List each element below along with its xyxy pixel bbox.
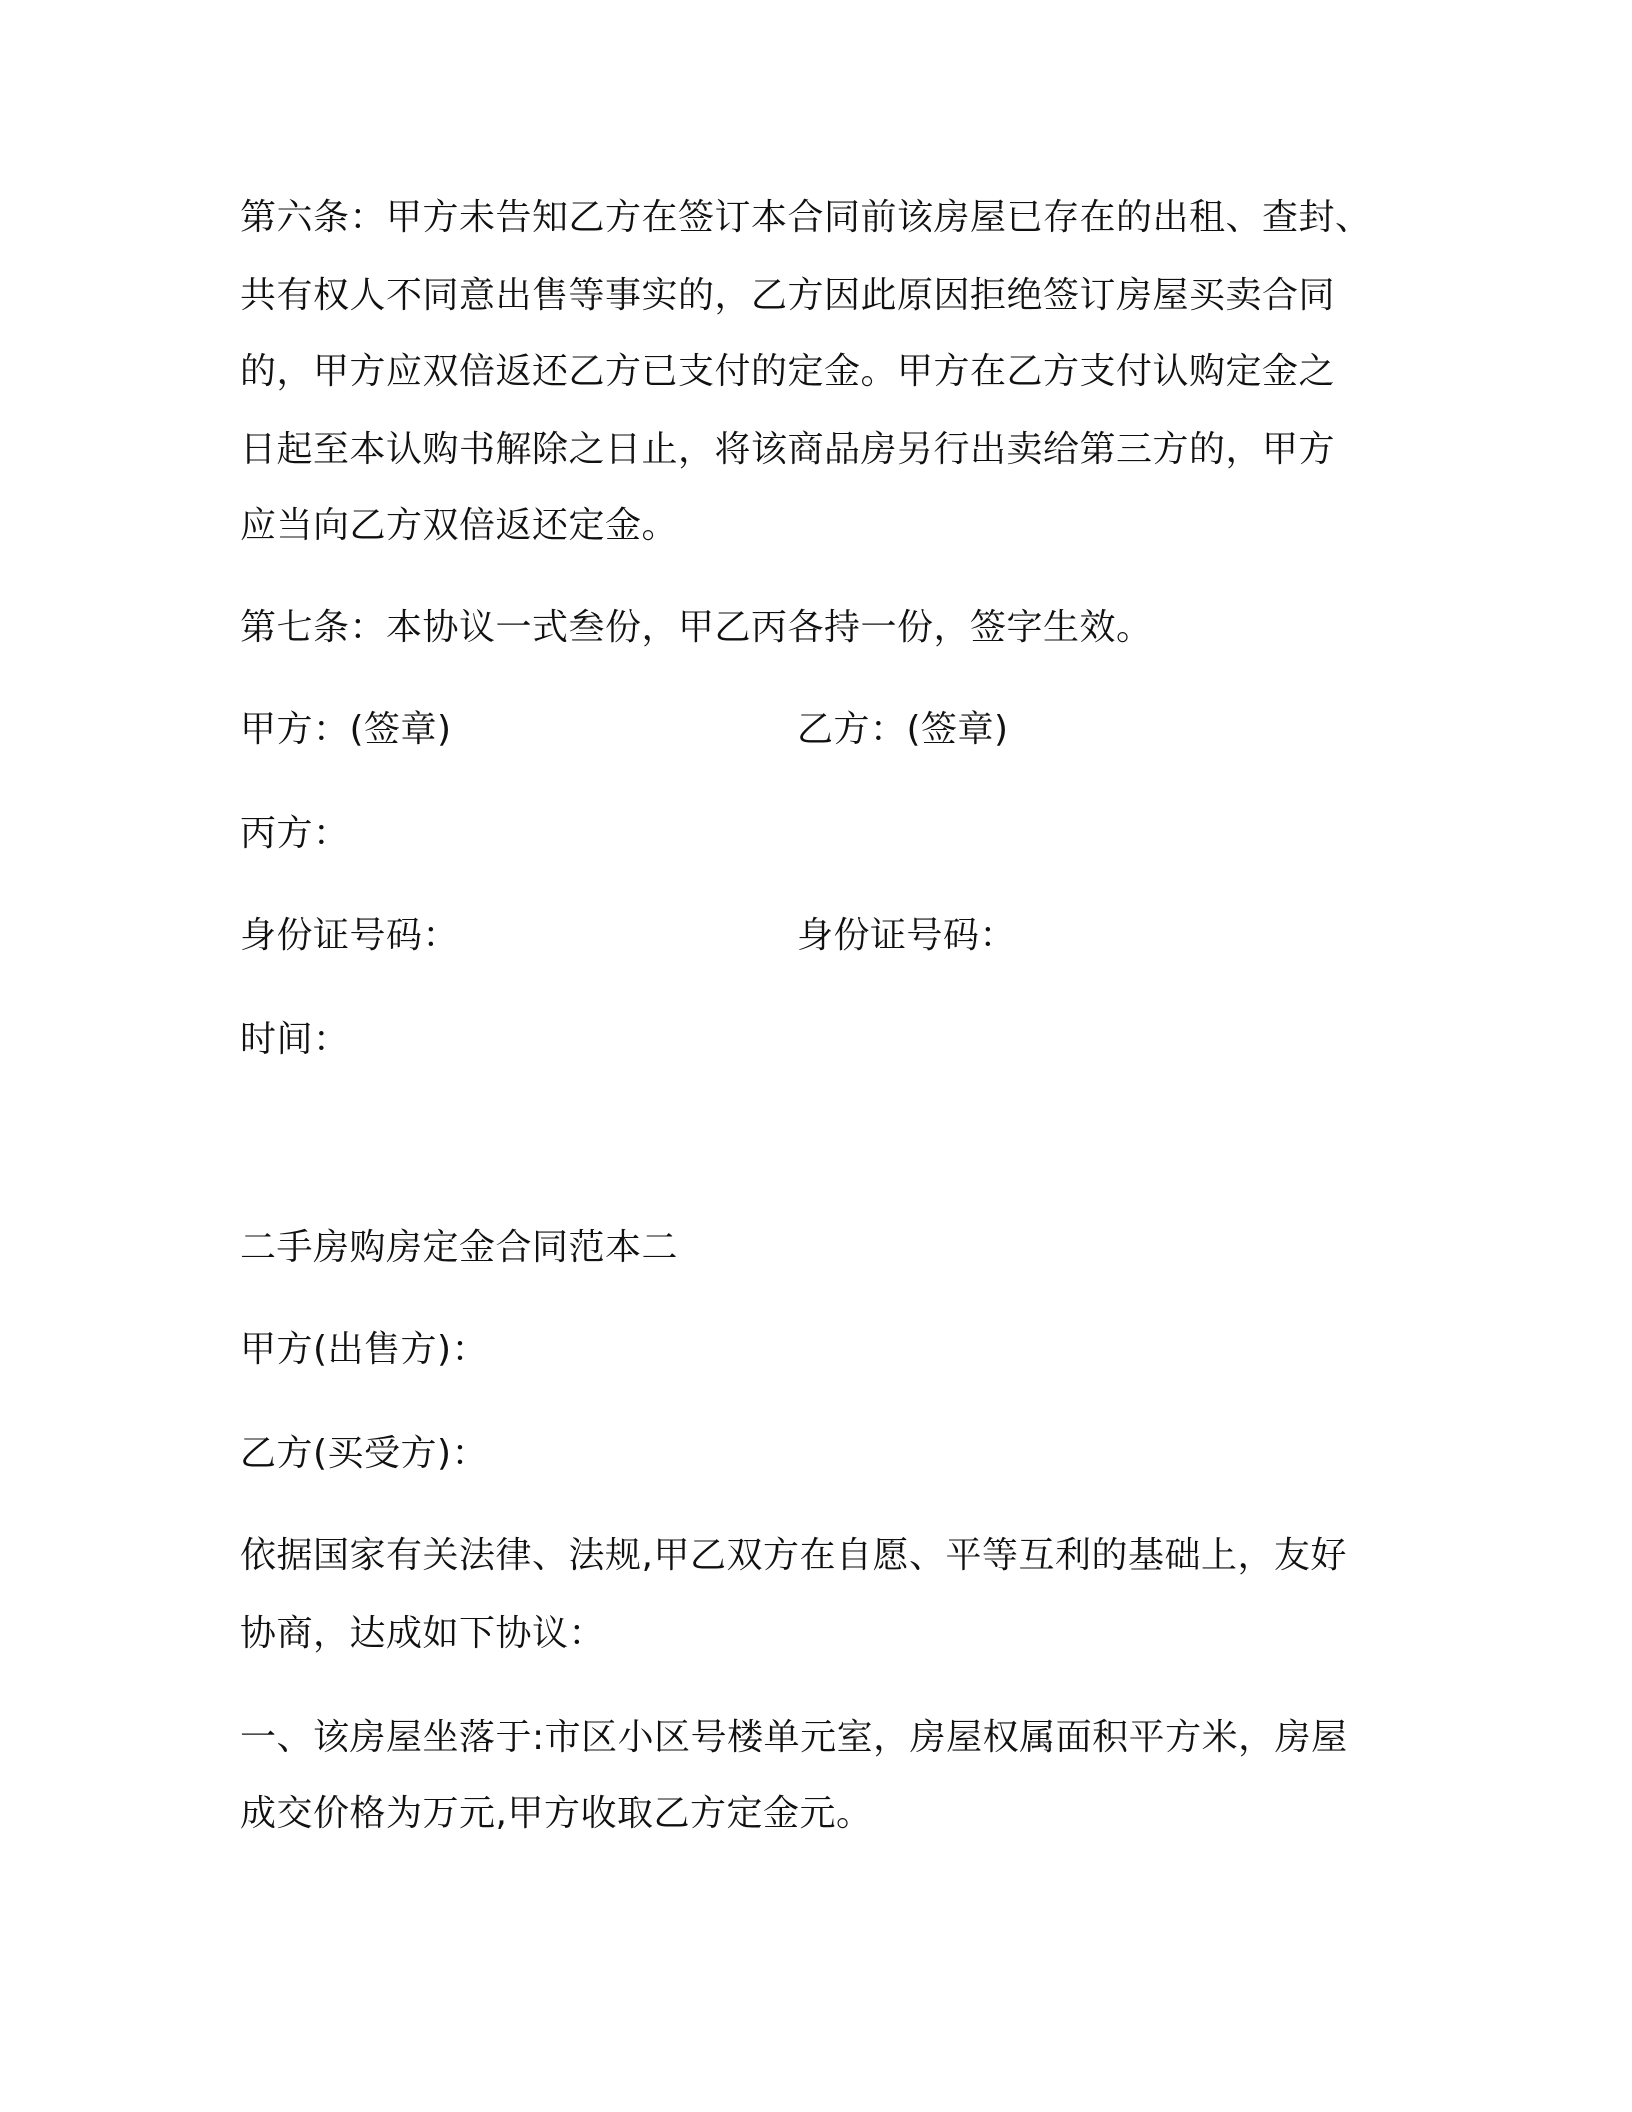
signing-time: 时间： [240, 1019, 350, 1060]
article-6-line-4: 日起至本认购书解除之日止，将该商品房另行出卖给第三方的，甲方 [240, 429, 1336, 470]
contract-2-title: 二手房购房定金合同范本二 [240, 1227, 679, 1268]
id-number-a: 身份证号码： [240, 915, 460, 956]
article-6-line-3: 的，甲方应双倍返还乙方已支付的定金。甲方在乙方支付认购定金之 [240, 351, 1336, 392]
clause-1-line-1: 一、该房屋坐落于:市区小区号楼单元室，房屋权属面积平方米，房屋 [240, 1717, 1348, 1758]
clause-1-line-2: 成交价格为万元,甲方收取乙方定金元。 [240, 1793, 873, 1834]
party-a-signature: 甲方：(签章) [240, 709, 452, 750]
article-6-line-5: 应当向乙方双倍返还定金。 [240, 505, 679, 546]
party-b-signature: 乙方：(签章) [797, 709, 1009, 750]
party-c-signature: 丙方： [240, 813, 350, 854]
buyer-label: 乙方(买受方)： [240, 1433, 489, 1474]
preamble-line-2: 协商，达成如下协议： [240, 1613, 606, 1654]
id-number-b: 身份证号码： [797, 915, 1017, 956]
article-6-line-2: 共有权人不同意出售等事实的，乙方因此原因拒绝签订房屋买卖合同 [240, 275, 1336, 316]
article-6-line-1: 第六条：甲方未告知乙方在签订本合同前该房屋已存在的出租、查封、 [240, 197, 1372, 238]
preamble-line-1: 依据国家有关法律、法规,甲乙双方在自愿、平等互利的基础上，友好 [240, 1535, 1347, 1576]
seller-label: 甲方(出售方)： [240, 1329, 489, 1370]
article-7: 第七条：本协议一式叁份，甲乙丙各持一份，签字生效。 [240, 607, 1153, 648]
